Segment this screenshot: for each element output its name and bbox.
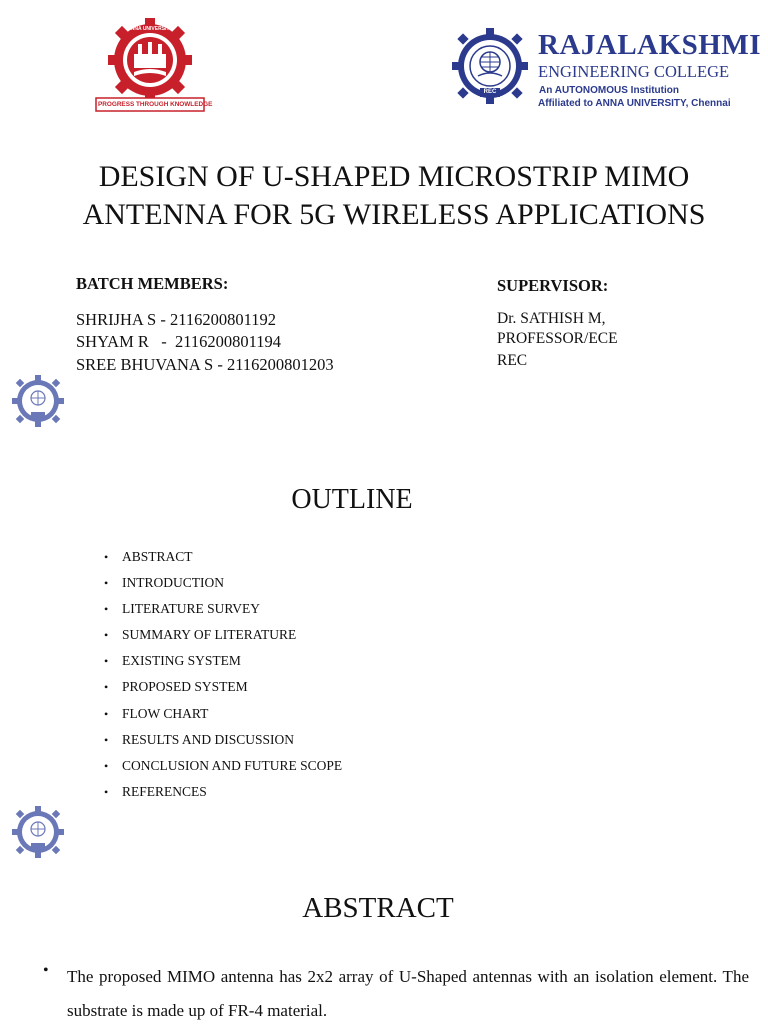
rec-seal-small-icon: [11, 805, 65, 859]
bullet-icon: •: [104, 706, 109, 721]
outline-item: • REFERENCES: [104, 781, 342, 807]
rec-seal-text: REC: [483, 89, 497, 95]
anna-logo-ring-text: ANNA UNIVERSITY: [127, 26, 173, 32]
supervisor-name: Dr. SATHISH M,: [497, 310, 606, 327]
title-line-2: ANTENNA FOR 5G WIRELESS APPLICATIONS: [82, 198, 706, 231]
bullet-icon: •: [104, 758, 109, 773]
bullet-icon: •: [104, 628, 109, 643]
member-3: SREE BHUVANA S - 2116200801203: [76, 355, 334, 374]
bullet-icon: •: [104, 550, 109, 564]
rec-seal-logo: [450, 26, 530, 110]
outline-item: • SUMMARY OF LITERATURE: [104, 624, 342, 650]
abstract-title: ABSTRACT: [302, 892, 454, 924]
outline-item: • CONCLUSION AND FUTURE SCOPE: [104, 755, 342, 781]
bullet-icon: •: [104, 602, 109, 617]
anna-university-logo: [92, 18, 213, 114]
college-tagline-2: Affiliated to ANNA UNIVERSITY, Chennai: [538, 98, 731, 109]
batch-members-heading: BATCH MEMBERS:: [76, 274, 229, 293]
bullet-icon: •: [104, 654, 109, 669]
outline-list: [104, 546, 342, 807]
outline-item: • INTRODUCTION: [104, 572, 342, 598]
abstract-paragraph: The proposed MIMO antenna has 2x2 array of U-Shaped antennas with an isolation element. The substrate is made up of FR-4 material.: [67, 967, 749, 1020]
outline-item: • LITERATURE SURVEY: [104, 598, 342, 624]
bullet-icon: •: [104, 680, 109, 695]
college-tagline-1: An AUTONOMOUS Institution: [539, 85, 679, 96]
title-line-1: DESIGN OF U-SHAPED MICROSTRIP MIMO: [98, 160, 690, 193]
bullet-icon: •: [104, 784, 109, 799]
supervisor-institution: REC: [497, 352, 528, 369]
college-name-block: [538, 28, 762, 110]
bullet-icon: •: [43, 962, 49, 979]
supervisor-title: PROFESSOR/ECE: [497, 330, 618, 347]
college-name-line1: RAJALAKSHMI: [538, 29, 762, 61]
member-1: SHRIJHA S - 2116200801192: [76, 310, 277, 329]
supervisor-heading: SUPERVISOR:: [497, 276, 609, 295]
outline-item: • ABSTRACT: [104, 546, 342, 572]
outline-item: • RESULTS AND DISCUSSION: [104, 729, 342, 755]
bullet-icon: •: [104, 732, 109, 747]
anna-logo-banner-text: PROGRESS THROUGH KNOWLEDGE: [98, 101, 213, 108]
outline-item: • EXISTING SYSTEM: [104, 650, 342, 676]
bullet-icon: •: [104, 576, 109, 591]
outline-title: OUTLINE: [291, 484, 413, 515]
member-2: SHYAM R - 2116200801194: [76, 332, 282, 351]
presentation-title: [40, 158, 748, 234]
outline-item: • FLOW CHART: [104, 703, 342, 729]
college-name-line2: ENGINEERING COLLEGE: [538, 62, 730, 81]
rec-seal-small-icon: [11, 374, 65, 428]
outline-item: • PROPOSED SYSTEM: [104, 676, 342, 702]
